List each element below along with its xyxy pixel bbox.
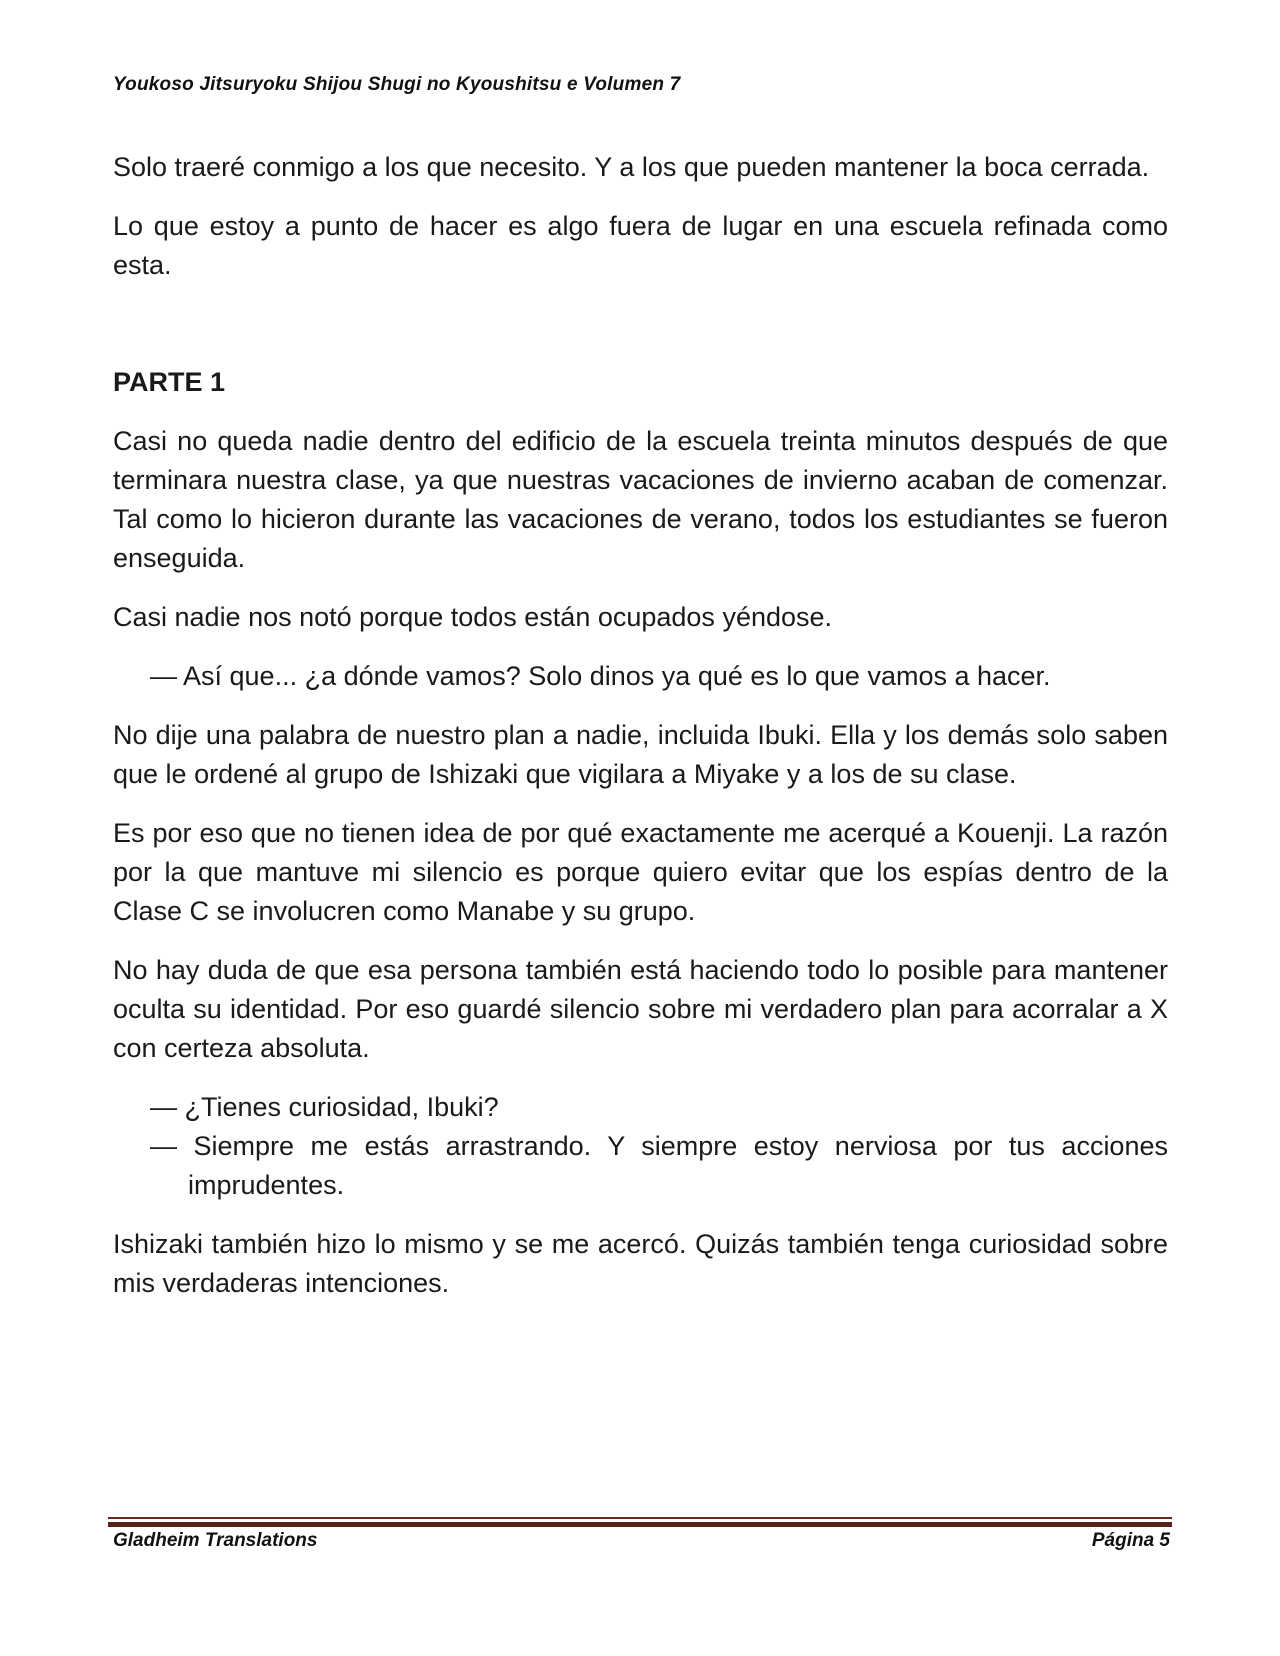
paragraph: Solo traeré conmigo a los que necesito. Y a los que pueden mantener la boca cerrada. [113, 152, 1150, 182]
paragraph: No dije una palabra de nuestro plan a nadie, incluida Ibuki. Ella y los demás solo saben que le ordené al grupo de Ishizaki que vigilara a Miyake y a los de su clase. [113, 720, 1168, 789]
dialogue-line: — Así que... ¿a dónde vamos? Solo dinos ya qué es lo que vamos a hacer. [150, 661, 1051, 691]
paragraph: Ishizaki también hizo lo mismo y se me acercó. Quizás también tenga curiosidad sobre mis verdaderas intenciones. [113, 1229, 1168, 1298]
paragraph: Lo que estoy a punto de hacer es algo fuera de lugar en una escuela refinada como esta. [113, 211, 1168, 280]
paragraph: No hay duda de que esa persona también está haciendo todo lo posible para mantener oculta su identidad. Por eso guardé silencio sobre mi verdadero plan para acorralar a X con certeza absoluta. [113, 955, 1168, 1063]
dialogue-line: — Siempre me estás arrastrando. Y siempre estoy nerviosa por tus acciones imprudentes. [150, 1131, 1168, 1200]
paragraph: Casi nadie nos notó porque todos están ocupados yéndose. [113, 602, 833, 632]
paragraph: Es por eso que no tienen idea de por qué exactamente me acerqué a Kouenji. La razón por la que mantuve mi silencio es porque quiero evitar que los espías dentro de la Clase C se involucren como Manabe y su grupo. [113, 818, 1168, 926]
footer-divider-thick [108, 1522, 1172, 1527]
page-body [113, 148, 1168, 1323]
running-header: Youkoso Jitsuryoku Shijou Shugi no Kyoushitsu e Volumen 7 [113, 74, 681, 95]
dialogue-block [113, 657, 1168, 696]
page-number: Página 5 [1091, 1530, 1170, 1551]
section-spacer [113, 305, 1168, 363]
dialogue-line: — ¿Tienes curiosidad, Ibuki? [150, 1092, 499, 1122]
footer-divider-thin [108, 1517, 1172, 1519]
footer-credit: Gladheim Translations [113, 1530, 318, 1551]
paragraph: Casi no queda nadie dentro del edificio de la escuela treinta minutos después de que terminara nuestra clase, ya que nuestras vacaciones de invierno acaban de comenzar. Tal como lo hicieron durante las vacaciones de verano, todos los estudiantes se fueron enseguida. [113, 426, 1168, 573]
dialogue-block [113, 1088, 1168, 1205]
section-heading: PARTE 1 [113, 367, 226, 397]
